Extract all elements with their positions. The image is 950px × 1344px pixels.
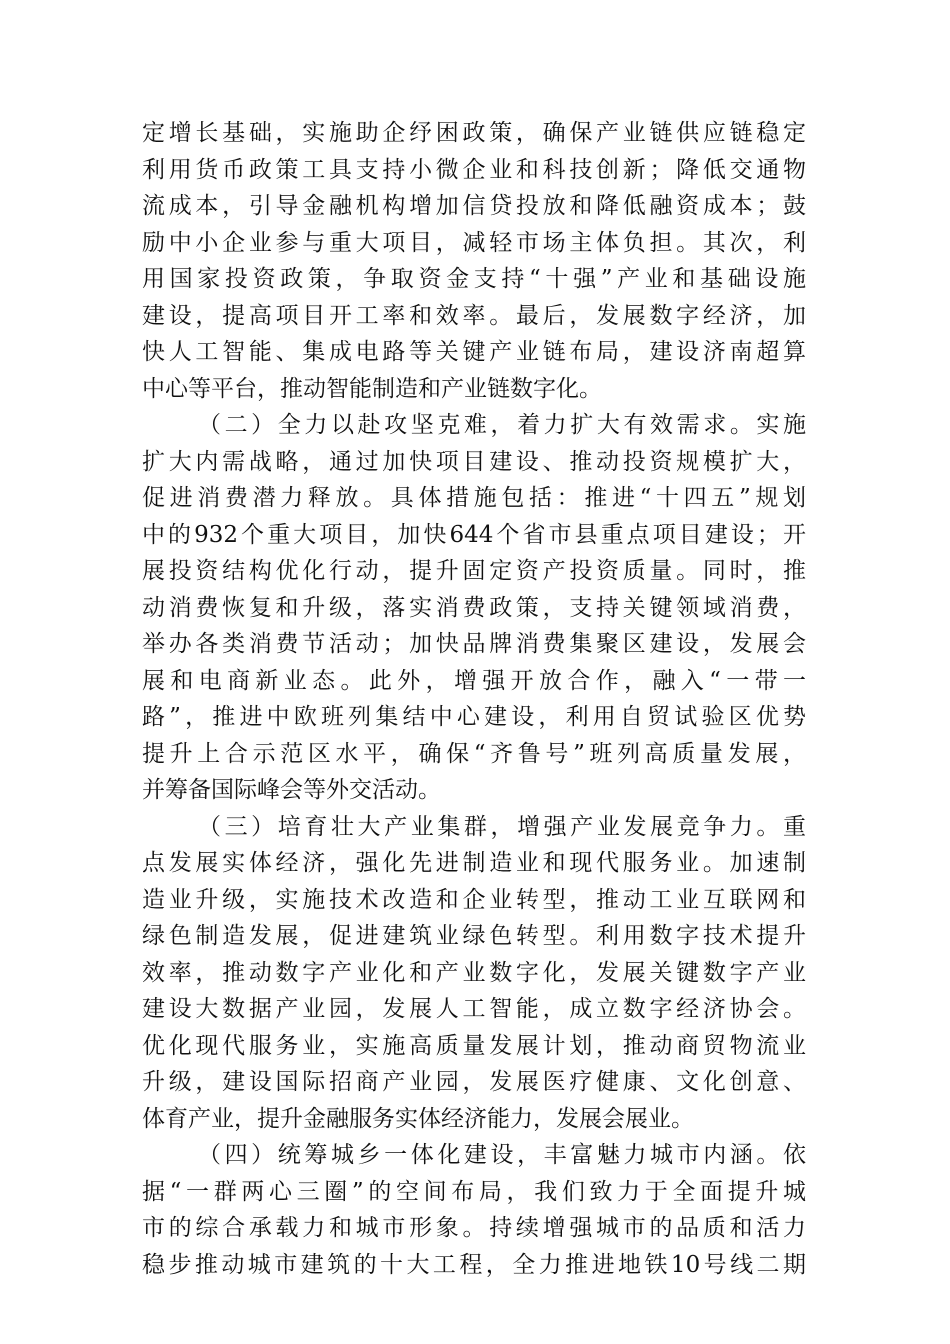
text-line: 路”，推进中欧班列集结中心建设，利用自贸试验区优势 [142,704,806,730]
text-line: 举办各类消费节活动；加快品牌消费集聚区建设，发展会 [142,631,806,657]
paragraph-3 [142,809,806,1138]
text-line: 市的综合承载力和城市形象。持续增强城市的品质和活力 [142,1215,806,1241]
text-line: 效率，推动数字产业化和产业数字化，发展关键数字产业 [142,959,806,986]
text-line: （四）统筹城乡一体化建设，丰富魅力城市内涵。依 [198,1142,806,1168]
text-line: 促进消费潜力释放。具体措施包括：推进“十四五”规划 [142,485,806,511]
text-line: 绿色制造发展，促进建筑业绿色转型。利用数字技术提升 [142,923,806,949]
paragraph-2 [142,407,806,809]
text-line: 动消费恢复和升级，落实消费政策，支持关键领域消费， [142,594,806,621]
text-line: 造业升级，实施技术改造和企业转型，推动工业互联网和 [142,886,806,913]
paragraph-1 [142,115,806,407]
text-line: （三）培育壮大产业集群，增强产业发展竞争力。重 [198,813,806,840]
text-line: 利用货币政策工具支持小微企业和科技创新；降低交通物 [142,156,806,183]
text-line: 据“一群两心三圈”的空间布局，我们致力于全面提升城 [142,1178,806,1205]
text-line: 快人工智能、集成电路等关键产业链布局，建设济南超算 [142,339,806,365]
text-line: 用国家投资政策，争取资金支持“十强”产业和基础设施 [142,266,806,292]
text-line: 体育产业，提升金融服务实体经济能力，发展会展业。 [142,1105,694,1132]
text-line: 建设大数据产业园，发展人工智能，成立数字经济协会。 [142,996,806,1022]
document-body [142,115,806,1283]
text-line: 点发展实体经济，强化先进制造业和现代服务业。加速制 [142,850,806,876]
text-line: 励中小企业参与重大项目，减轻市场主体负担。其次，利 [142,229,806,256]
text-line: 升级，建设国际招商产业园，发展医疗健康、文化创意、 [142,1069,806,1095]
paragraph-4 [142,1137,806,1283]
text-line: （二）全力以赴攻坚克难，着力扩大有效需求。实施 [198,412,806,438]
text-line: 定增长基础，实施助企纾困政策，确保产业链供应链稳定 [142,120,806,146]
text-line: 展和电商新业态。此外，增强开放合作，融入“一带一 [142,667,806,694]
text-line: 优化现代服务业，实施高质量发展计划，推动商贸物流业 [142,1032,806,1059]
text-line: 流成本，引导金融机构增加信贷投放和降低融资成本；鼓 [142,193,806,219]
text-line: 提升上合示范区水平，确保“齐鲁号”班列高质量发展， [142,740,806,767]
text-line: 中的932个重大项目，加快644个省市县重点项目建设；开 [142,521,806,548]
text-line: 建设，提高项目开工率和效率。最后，发展数字经济，加 [142,302,806,329]
text-line: 稳步推动城市建筑的十大工程，全力推进地铁10号线二期 [142,1251,806,1278]
text-line: 展投资结构优化行动，提升固定资产投资质量。同时，推 [142,558,806,584]
text-line: 中心等平台，推动智能制造和产业链数字化。 [142,375,602,402]
text-line: 扩大内需战略，通过加快项目建设、推动投资规模扩大， [142,448,806,475]
text-line: 并筹备国际峰会等外交活动。 [142,777,441,803]
